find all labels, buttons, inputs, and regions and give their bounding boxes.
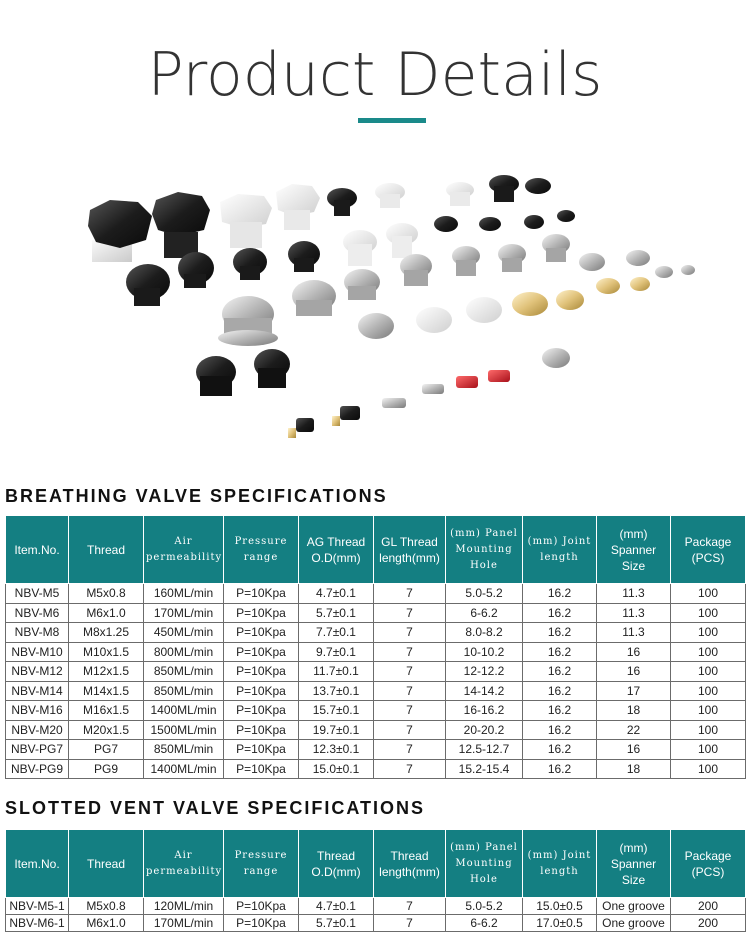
header-spanner-size: (mm) Spanner Size — [597, 830, 671, 898]
table-cell: P=10Kpa — [224, 603, 299, 623]
header-pressure-range: Pressure range — [224, 516, 299, 584]
table-cell: 19.7±0.1 — [299, 720, 374, 740]
table-cell: NBV-M5 — [6, 584, 69, 604]
table-cell: 1400ML/min — [144, 759, 224, 779]
table-row — [6, 759, 746, 779]
table-cell: M6x1.0 — [69, 915, 144, 932]
table-cell: 7.7±0.1 — [299, 623, 374, 643]
white-vent-cap — [343, 230, 377, 266]
table-row — [6, 740, 746, 760]
table-cell: 16.2 — [523, 720, 597, 740]
table-cell: M10x1.5 — [69, 642, 144, 662]
table-cell: NBV-M16 — [6, 701, 69, 721]
table-cell: P=10Kpa — [224, 681, 299, 701]
table-cell: 7 — [374, 642, 446, 662]
header-joint-length: (mm) Joint length — [523, 516, 597, 584]
table-cell: 16 — [597, 642, 671, 662]
brass-vent-valve — [512, 277, 650, 316]
table-cell: 1500ML/min — [144, 720, 224, 740]
header-air-permeability: Air permeability — [144, 516, 224, 584]
table-cell: 15.0±0.1 — [299, 759, 374, 779]
table-cell: M14x1.5 — [69, 681, 144, 701]
table-cell: P=10Kpa — [224, 662, 299, 682]
header-air-permeability: Air permeability — [144, 830, 224, 898]
header-thread-od: Thread O.D(mm) — [299, 830, 374, 898]
table-cell: 16.2 — [523, 681, 597, 701]
table-cell: 11.3 — [597, 584, 671, 604]
steel-vent-valve — [218, 296, 278, 346]
breathing-table-body — [6, 584, 746, 779]
table-cell: P=10Kpa — [224, 915, 299, 932]
table-cell: 120ML/min — [144, 898, 224, 915]
table-row — [6, 603, 746, 623]
header-panel-mounting-hole: (mm) Panel Mounting Hole — [446, 516, 523, 584]
black-vent-cap — [178, 252, 214, 288]
table-cell: 9.7±0.1 — [299, 642, 374, 662]
table-cell: 200 — [671, 898, 746, 915]
header-package: Package (PCS) — [671, 830, 746, 898]
slotted-section-title: SLOTTED VENT VALVE SPECIFICATIONS — [5, 798, 426, 818]
table-cell: PG7 — [69, 740, 144, 760]
header-package: Package (PCS) — [671, 516, 746, 584]
table-cell: M5x0.8 — [69, 898, 144, 915]
table-cell: P=10Kpa — [224, 898, 299, 915]
table-cell: 12.5-12.7 — [446, 740, 523, 760]
table-cell: 16-16.2 — [446, 701, 523, 721]
title-underline — [358, 118, 426, 123]
table-cell: 14-14.2 — [446, 681, 523, 701]
table-cell: 100 — [671, 662, 746, 682]
white-vent-cap — [386, 223, 418, 258]
table-cell: 7 — [374, 603, 446, 623]
header-panel-mounting-hole: (mm) Panel Mounting Hole — [446, 830, 523, 898]
header-thread-od: AG Thread O.D(mm) — [299, 516, 374, 584]
table-cell: 7 — [374, 701, 446, 721]
table-cell: NBV-M5-1 — [6, 898, 69, 915]
black-vent-cap — [126, 264, 170, 306]
table-cell: NBV-M14 — [6, 681, 69, 701]
table-row — [6, 898, 746, 915]
table-cell: NBV-M6-1 — [6, 915, 69, 932]
table-header-row — [6, 830, 746, 898]
table-cell: 12-12.2 — [446, 662, 523, 682]
table-cell: 7 — [374, 623, 446, 643]
table-row — [6, 662, 746, 682]
steel-vent-valve — [292, 280, 336, 316]
table-cell: M8x1.25 — [69, 623, 144, 643]
table-cell: 16.2 — [523, 642, 597, 662]
table-cell: NBV-M20 — [6, 720, 69, 740]
table-cell: 7 — [374, 662, 446, 682]
steel-vent-valve — [452, 246, 480, 276]
table-cell: P=10Kpa — [224, 584, 299, 604]
table-cell: 16.2 — [523, 740, 597, 760]
table-cell: 7 — [374, 681, 446, 701]
black-vent-cap — [196, 349, 290, 396]
table-cell: 7 — [374, 720, 446, 740]
table-cell: 100 — [671, 720, 746, 740]
table-cell: 5.0-5.2 — [446, 898, 523, 915]
table-cell: P=10Kpa — [224, 740, 299, 760]
table-cell: 850ML/min — [144, 662, 224, 682]
table-cell: 11.3 — [597, 623, 671, 643]
table-cell: 170ML/min — [144, 603, 224, 623]
header-thread-length: Thread length(mm) — [374, 830, 446, 898]
steel-vent-valve — [498, 244, 526, 272]
table-cell: 4.7±0.1 — [299, 898, 374, 915]
table-row — [6, 681, 746, 701]
header-thread: Thread — [69, 830, 144, 898]
black-vent-cap — [152, 192, 210, 258]
table-cell: 450ML/min — [144, 623, 224, 643]
table-cell: 5.7±0.1 — [299, 915, 374, 932]
header-thread-length: GL Thread length(mm) — [374, 516, 446, 584]
table-cell: 6-6.2 — [446, 915, 523, 932]
header-thread: Thread — [69, 516, 144, 584]
white-vent-cap — [375, 183, 405, 208]
table-row — [6, 915, 746, 932]
table-cell: P=10Kpa — [224, 720, 299, 740]
table-row — [6, 642, 746, 662]
table-cell: 16.2 — [523, 603, 597, 623]
table-cell: NBV-M8 — [6, 623, 69, 643]
slotted-table-body — [6, 898, 746, 932]
header-pressure-range: Pressure range — [224, 830, 299, 898]
table-cell: NBV-M12 — [6, 662, 69, 682]
table-cell: 16.2 — [523, 759, 597, 779]
table-cell: 850ML/min — [144, 681, 224, 701]
table-cell: M20x1.5 — [69, 720, 144, 740]
table-cell: 7 — [374, 759, 446, 779]
table-cell: 7 — [374, 740, 446, 760]
page-title: Product Details — [147, 40, 603, 110]
table-cell: NBV-M10 — [6, 642, 69, 662]
table-cell: 100 — [671, 623, 746, 643]
table-cell: 7 — [374, 584, 446, 604]
table-cell: 200 — [671, 915, 746, 932]
steel-vent-valve — [542, 234, 570, 262]
table-cell: 16.2 — [523, 701, 597, 721]
table-cell: 7 — [374, 915, 446, 932]
table-cell: NBV-M6 — [6, 603, 69, 623]
table-cell: M16x1.5 — [69, 701, 144, 721]
table-cell: M6x1.0 — [69, 603, 144, 623]
table-cell: 850ML/min — [144, 740, 224, 760]
table-header-row — [6, 516, 746, 584]
table-cell: 11.7±0.1 — [299, 662, 374, 682]
steel-vent-valve — [579, 250, 695, 278]
table-cell: 160ML/min — [144, 584, 224, 604]
table-cell: 5.7±0.1 — [299, 603, 374, 623]
slotted-spec-table — [5, 829, 746, 932]
table-cell: 17.0±0.5 — [523, 915, 597, 932]
table-cell: 1400ML/min — [144, 701, 224, 721]
table-cell: M5x0.8 — [69, 584, 144, 604]
table-cell: 100 — [671, 584, 746, 604]
table-cell: 5.0-5.2 — [446, 584, 523, 604]
table-cell: One groove — [597, 898, 671, 915]
table-cell: 6-6.2 — [446, 603, 523, 623]
black-vent-cap-large — [88, 200, 152, 262]
table-cell: M12x1.5 — [69, 662, 144, 682]
table-cell: 16 — [597, 740, 671, 760]
table-cell: 12.3±0.1 — [299, 740, 374, 760]
black-vent-cap — [233, 248, 267, 280]
table-cell: One groove — [597, 915, 671, 932]
table-cell: P=10Kpa — [224, 759, 299, 779]
table-cell: 100 — [671, 740, 746, 760]
table-cell: 20-20.2 — [446, 720, 523, 740]
table-cell: PG9 — [69, 759, 144, 779]
table-cell: 100 — [671, 759, 746, 779]
table-cell: 18 — [597, 759, 671, 779]
white-vent-cap — [276, 184, 320, 230]
table-cell: P=10Kpa — [224, 701, 299, 721]
table-cell: 4.7±0.1 — [299, 584, 374, 604]
table-cell: 10-10.2 — [446, 642, 523, 662]
table-cell: 100 — [671, 642, 746, 662]
table-cell: 8.0-8.2 — [446, 623, 523, 643]
header-joint-length: (mm) Joint length — [523, 830, 597, 898]
table-cell: 18 — [597, 701, 671, 721]
red-vent-screw — [456, 370, 510, 388]
table-cell: 16.2 — [523, 623, 597, 643]
header-item-no: Item.No. — [6, 516, 69, 584]
table-cell: 13.7±0.1 — [299, 681, 374, 701]
table-cell: 16.2 — [523, 584, 597, 604]
table-row — [6, 701, 746, 721]
table-cell: 17 — [597, 681, 671, 701]
table-cell: P=10Kpa — [224, 623, 299, 643]
table-cell: P=10Kpa — [224, 642, 299, 662]
black-vent-cap-small — [327, 188, 357, 216]
table-cell: 15.2-15.4 — [446, 759, 523, 779]
table-cell: 100 — [671, 681, 746, 701]
black-vent-cap-small — [434, 210, 575, 232]
header-spanner-size: (mm) Spanner Size — [597, 516, 671, 584]
table-cell: 7 — [374, 898, 446, 915]
breathing-spec-table — [5, 515, 746, 779]
table-cell: 800ML/min — [144, 642, 224, 662]
table-cell: 15.0±0.5 — [523, 898, 597, 915]
table-cell: 100 — [671, 701, 746, 721]
black-vent-cap-small — [489, 175, 519, 202]
table-cell: NBV-PG7 — [6, 740, 69, 760]
table-row — [6, 720, 746, 740]
table-cell: 15.7±0.1 — [299, 701, 374, 721]
black-vent-cap — [288, 241, 320, 272]
table-row — [6, 623, 746, 643]
table-cell: 16.2 — [523, 662, 597, 682]
product-photo — [60, 170, 720, 460]
table-cell: 11.3 — [597, 603, 671, 623]
steel-vent-valve — [400, 254, 432, 286]
table-row — [6, 584, 746, 604]
table-cell: 22 — [597, 720, 671, 740]
small-vent-screw — [288, 384, 444, 438]
white-vent-cap — [446, 182, 474, 206]
black-vent-cap-small — [525, 178, 551, 194]
table-cell: NBV-PG9 — [6, 759, 69, 779]
breathing-section-title: BREATHING VALVE SPECIFICATIONS — [5, 486, 388, 506]
table-cell: 16 — [597, 662, 671, 682]
white-vent-cap — [220, 194, 272, 248]
header-item-no: Item.No. — [6, 830, 69, 898]
table-cell: 170ML/min — [144, 915, 224, 932]
table-cell: 100 — [671, 603, 746, 623]
steel-vent-valve — [344, 269, 380, 300]
